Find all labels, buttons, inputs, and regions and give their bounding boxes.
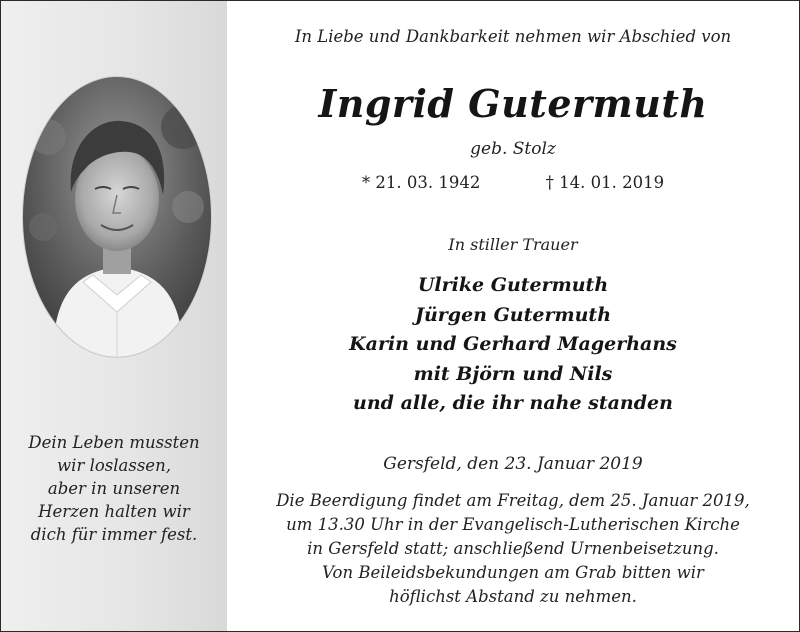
deceased-name: Ingrid Gutermuth: [318, 81, 708, 126]
funeral-details: [227, 489, 799, 609]
funeral-line: um 13.30 Uhr in der Evangelisch-Lutherischen Kirche: [286, 515, 740, 534]
mourner-entry: Ulrike Gutermuth: [417, 274, 609, 296]
portrait-photo: [23, 77, 211, 357]
mourner-entry: Karin und Gerhard Magerhans: [349, 333, 677, 355]
verse-line: Herzen halten wir: [38, 502, 190, 521]
verse-line: Dein Leben mussten: [28, 433, 200, 452]
verse-line: aber in unseren: [47, 479, 181, 498]
mourner-entry: Jürgen Gutermuth: [414, 303, 612, 326]
place-and-date: Gersfeld, den 23. Januar 2019: [383, 454, 643, 474]
notice-body: [227, 1, 799, 631]
verse-line: dich für immer fest.: [30, 525, 198, 544]
memorial-verse: [1, 431, 227, 546]
portrait-image: [23, 77, 211, 357]
funeral-line: höflichst Abstand zu nehmen.: [389, 587, 637, 606]
mourning-line: In stiller Trauer: [448, 235, 578, 254]
funeral-line: Von Beileidsbekundungen am Grab bitten wir: [322, 563, 704, 582]
mourners-list: [227, 271, 799, 419]
mourner-entry: mit Björn und Nils: [413, 362, 613, 385]
verse-line: wir loslassen,: [57, 456, 171, 475]
life-dates: [227, 173, 799, 192]
mourner-entry: und alle, die ihr nahe standen: [353, 392, 673, 414]
maiden-name: geb. Stolz: [470, 139, 556, 159]
birth-date: * 21. 03. 1942: [361, 173, 481, 192]
funeral-line: in Gersfeld statt; anschließend Urnenbeisetzung.: [307, 539, 719, 558]
sidebar-panel: [1, 1, 227, 631]
intro-line: In Liebe und Dankbarkeit nehmen wir Abschied von: [294, 27, 732, 46]
death-date: † 14. 01. 2019: [545, 173, 665, 192]
funeral-line: Die Beerdigung findet am Freitag, dem 25. Januar 2019,: [276, 491, 750, 510]
